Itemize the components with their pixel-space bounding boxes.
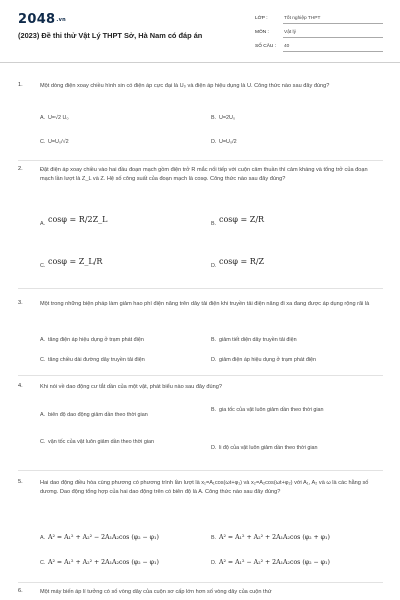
question-number: 5.: [18, 479, 23, 485]
option-formula: A² = A₁² + A₂² + 2A₁A₂cos (φ₂ + φ₁): [219, 534, 330, 541]
question-number: 3.: [18, 300, 23, 306]
mon-underline: [283, 37, 383, 38]
option-label: B.: [211, 337, 217, 343]
page-title: (2023) Đề thi thử Vật Lý THPT Sở, Hà Nam có đáp án: [18, 31, 203, 40]
mon-value: Vật lý: [284, 30, 296, 35]
option-text: U=2U₀: [219, 115, 236, 121]
question-text: Một trong những biện pháp làm giảm hao phí điện năng trên dây tải điện khi truyền tải điện năng đi xa đang được áp dụng rộng rãi là: [40, 301, 370, 307]
logo-suffix: .vn: [56, 16, 67, 23]
site-logo[interactable]: [18, 12, 66, 27]
option-text: gia tốc của vật luôn giảm dần theo thời gian: [219, 407, 324, 413]
question-5: [18, 479, 378, 575]
option-text: giảm điện áp hiệu dụng ở trạm phát điện: [219, 357, 317, 363]
question-6: [18, 588, 378, 600]
question-divider: [18, 375, 383, 376]
question-text: Một dòng điện xoay chiều hình sin có điện áp cực đại là U₀ và điện áp hiệu dụng là U. Công thức nào sau đây đúng?: [40, 83, 330, 89]
option-formula: A² = A₁² − A₂² + 2A₁A₂cos (φ₂ − φ₁): [219, 559, 330, 566]
option-label: C.: [40, 263, 46, 269]
option-label: C.: [40, 560, 46, 566]
document-header: [0, 0, 400, 62]
option-label: C.: [40, 139, 46, 145]
option-text: giảm tiết diện dây truyền tải điện: [219, 337, 297, 343]
socau-label: SỐ CÂU :: [255, 44, 277, 49]
option-label: C.: [40, 439, 46, 445]
option-label: B.: [211, 535, 217, 541]
option-formula: A² = A₁² + A₂² + 2A₁A₂cos (φ₂ − φ₁): [48, 559, 159, 566]
question-divider: [18, 582, 383, 583]
question-divider: [18, 288, 383, 289]
option-label: D.: [211, 263, 217, 269]
option-text: biên độ dao động giảm dần theo thời gian: [48, 412, 148, 418]
option-text: li độ của vật luôn giảm dần theo thời gian: [219, 445, 318, 451]
option-label: D.: [211, 139, 217, 145]
option-label: C.: [40, 357, 46, 363]
option-label: A.: [40, 115, 46, 121]
question-divider: [18, 470, 383, 471]
option-formula: cosφ = R/2Z_L: [48, 215, 108, 224]
option-text: U=U₀/√2: [48, 139, 69, 145]
question-divider: [18, 160, 383, 161]
question-text: Hai dao động điều hòa cùng phương có phương trình lần lượt là x₁=A₁cos(ωt+φ₁) và x₂=A₂cos(ωt+φ₂) với A₁, A₂ và ω là các hằng số dương. Dao động tổng hợp của hai dao động trên có biên độ là A. Công thức nào sau đây đúng?: [40, 480, 369, 495]
question-number: 4.: [18, 383, 23, 389]
question-text: Đặt điện áp xoay chiều vào hai đầu đoạn mạch gồm điện trở R mắc nối tiếp với cuộn cảm thuần thì cảm kháng và tổng trở của đoạn mạch lần lượt là Z_L và Z. Hệ số công suất của đoạn mạch là cosφ. Công thức nào sau đây đúng?: [40, 167, 368, 182]
question-text: Một máy biến áp lí tưởng có số vòng dây của cuộn sơ cấp lớn hơn số vòng dây của cuộn thứ: [40, 589, 272, 595]
option-text: tăng chiều dài đường dây truyền tải điện: [48, 357, 145, 363]
question-2: [18, 166, 378, 276]
question-number: 2.: [18, 166, 23, 172]
option-label: A.: [40, 535, 46, 541]
option-label: A.: [40, 412, 46, 418]
question-text: Khi nói về dao động cư tắt dần của một vật, phát biểu nào sau đây đúng?: [40, 384, 222, 390]
option-formula: cosφ = Z/R: [219, 215, 265, 224]
question-1: [18, 82, 378, 152]
socau-value: 40: [284, 44, 290, 49]
lop-underline: [283, 23, 383, 24]
option-label: A.: [40, 221, 46, 227]
option-label: D.: [211, 445, 217, 451]
header-divider: [0, 62, 400, 63]
option-formula: A² = A₁² + A₂² − 2A₁A₂cos (φ₂ − φ₁): [48, 534, 159, 541]
option-formula: cosφ = R/Z: [219, 257, 265, 266]
option-label: B.: [211, 221, 217, 227]
option-label: D.: [211, 357, 217, 363]
question-number: 6.: [18, 588, 23, 594]
mon-label: MÔN :: [255, 30, 269, 35]
option-label: A.: [40, 337, 46, 343]
option-text: U=U₀/2: [219, 139, 237, 145]
lop-label: LỚP :: [255, 16, 268, 21]
lop-value: Tốt nghiệp THPT: [284, 16, 321, 21]
logo-text: 2048: [18, 12, 56, 27]
option-formula: cosφ = Z_L/R: [48, 257, 103, 266]
option-text: U=√2 U₀: [48, 115, 69, 121]
socau-underline: [283, 51, 383, 52]
option-label: D.: [211, 560, 217, 566]
question-4: [18, 383, 378, 463]
option-label: B.: [211, 407, 217, 413]
question-3: [18, 300, 378, 368]
option-text: tăng điện áp hiệu dụng ở trạm phát điện: [48, 337, 144, 343]
option-text: vận tốc của vật luôn giảm dần theo thời gian: [48, 439, 155, 445]
option-label: B.: [211, 115, 217, 121]
question-number: 1.: [18, 82, 23, 88]
